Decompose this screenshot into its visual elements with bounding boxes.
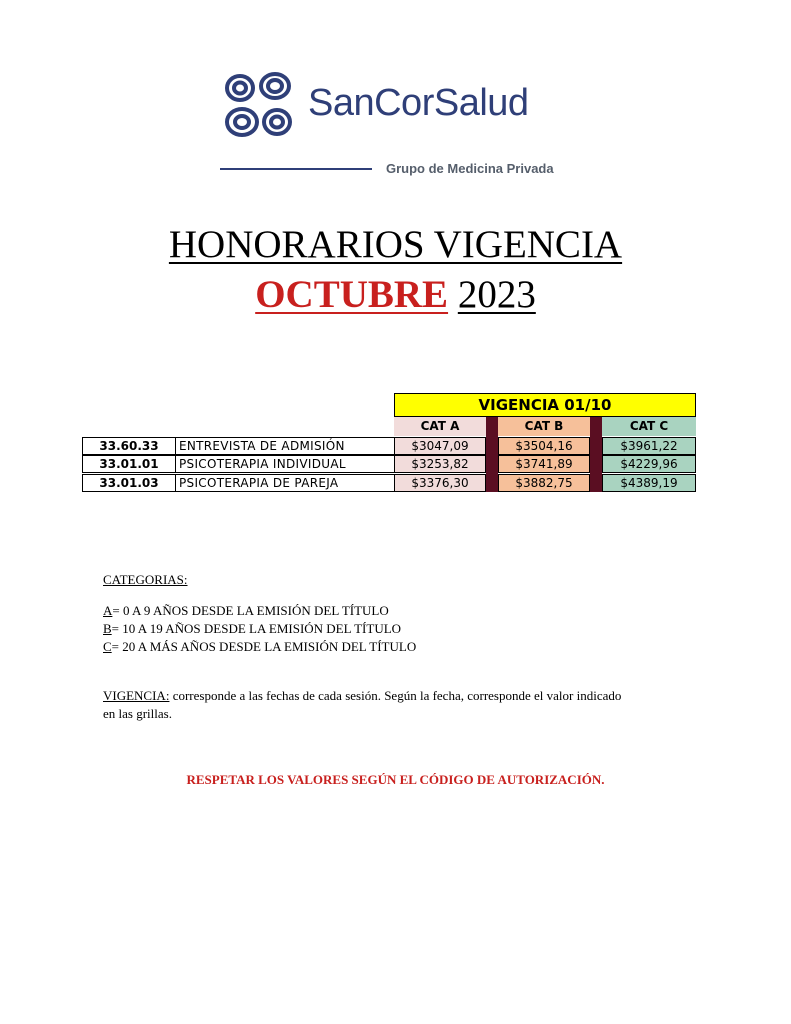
price-cat-c: $4389,19 — [602, 474, 696, 492]
vigencia-label: VIGENCIA: — [103, 688, 170, 703]
sancor-salud-logo — [220, 68, 580, 183]
vigencia-note-line2: en las grillas. — [103, 706, 172, 721]
title-month: OCTUBRE — [255, 273, 449, 316]
circles-logo-icon — [220, 70, 298, 142]
logo-tagline: Grupo de Medicina Privada — [386, 161, 554, 176]
column-separator — [486, 417, 498, 492]
categoria-letter: B — [103, 621, 112, 636]
categoria-text: = 20 A MÁS AÑOS DESDE LA EMISIÓN DEL TÍTULO — [111, 639, 417, 654]
logo-wordmark: SanCorSalud — [308, 82, 529, 124]
page-subtitle — [0, 272, 791, 317]
categorias-heading: CATEGORIAS: — [103, 572, 188, 587]
row-code: 33.60.33 — [82, 437, 176, 455]
row-code: 33.01.03 — [82, 474, 176, 492]
price-cat-a: $3253,82 — [394, 455, 486, 473]
warning-text: RESPETAR LOS VALORES SEGÚN EL CÓDIGO DE AUTORIZACIÓN. — [186, 772, 605, 787]
price-cat-c: $3961,22 — [602, 437, 696, 455]
logo-divider — [220, 168, 372, 170]
price-cat-b: $3882,75 — [498, 474, 590, 492]
vigencia-text: corresponde a las fechas de cada sesión. Según la fecha, corresponde el valor indicado — [169, 688, 622, 703]
categoria-text: = 10 A 19 AÑOS DESDE LA EMISIÓN DEL TÍTULO — [111, 621, 402, 636]
vigencia-note — [103, 688, 621, 704]
cat-a-header: CAT A — [394, 417, 486, 436]
price-cat-c: $4229,96 — [602, 455, 696, 473]
categoria-text: = 0 A 9 AÑOS DESDE LA EMISIÓN DEL TÍTULO — [112, 603, 389, 618]
cat-b-header: CAT B — [498, 417, 590, 436]
column-separator — [590, 417, 602, 492]
price-cat-b: $3741,89 — [498, 455, 590, 473]
title-year: 2023 — [457, 273, 536, 316]
row-description: PSICOTERAPIA INDIVIDUAL — [175, 455, 395, 473]
categoria-letter: C — [103, 639, 112, 654]
categoria-item — [103, 603, 389, 619]
cat-c-header: CAT C — [602, 417, 696, 436]
price-cat-b: $3504,16 — [498, 437, 590, 455]
page-title: HONORARIOS VIGENCIA — [168, 223, 623, 266]
categoria-item — [103, 639, 416, 655]
vigencia-header: VIGENCIA 01/10 — [394, 393, 696, 417]
categoria-letter: A — [103, 603, 113, 618]
row-description: PSICOTERAPIA DE PAREJA — [175, 474, 395, 492]
price-cat-a: $3376,30 — [394, 474, 486, 492]
row-code: 33.01.01 — [82, 455, 176, 473]
categoria-item — [103, 621, 401, 637]
price-cat-a: $3047,09 — [394, 437, 486, 455]
row-description: ENTREVISTA DE ADMISIÓN — [175, 437, 395, 455]
